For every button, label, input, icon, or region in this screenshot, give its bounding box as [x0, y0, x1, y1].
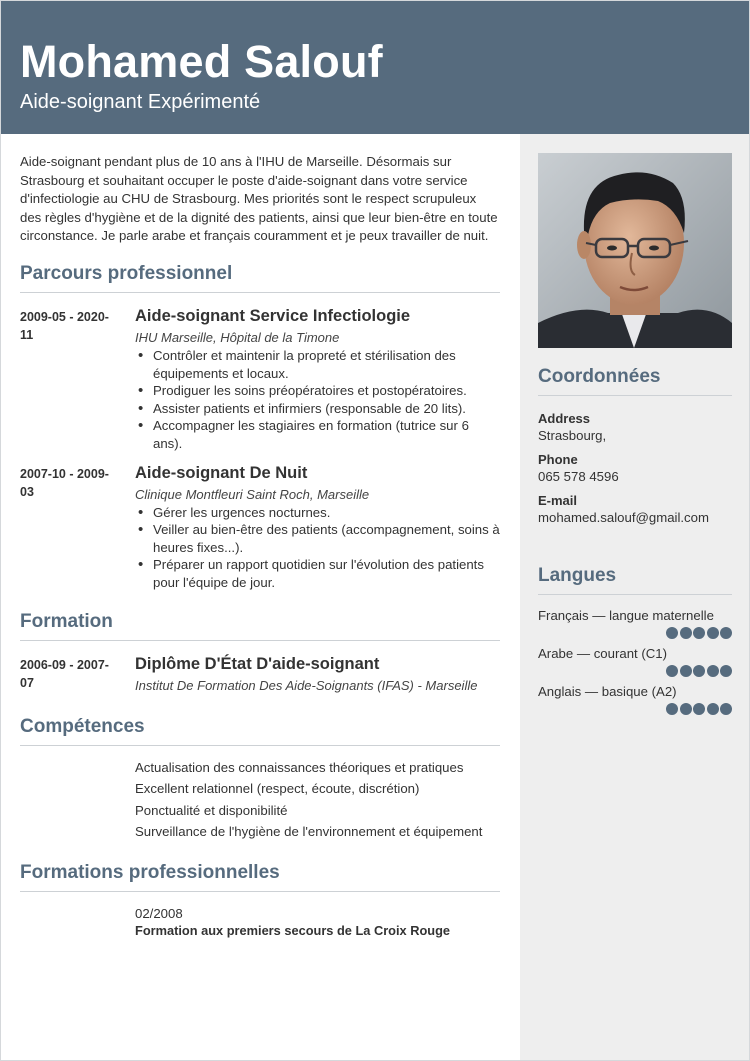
language-label: Français — langue maternelle [538, 608, 714, 623]
entry-organization: Institut De Formation Des Aide-Soignants (IFAS) - Marseille [135, 677, 478, 693]
education-entry [20, 653, 500, 695]
bullet-item: • Assister patients et infirmiers (responsable de 20 lits). [135, 400, 500, 418]
language-item [538, 683, 732, 717]
language-level-dots [538, 665, 732, 679]
bullet-item: • Accompagner les stagiaires en formation (tutrice sur 6 ans). [135, 417, 500, 452]
level-dot [720, 665, 732, 677]
bullet-item: • Contrôler et maintenir la propreté et stérilisation des équipements et locaux. [135, 347, 500, 382]
skills-list [20, 759, 500, 841]
bullet-item: • Veiller au bien-être des patients (accompagnement, soins à heures fixes...). [135, 521, 500, 556]
entry-title: Aide-soignant De Nuit [135, 463, 308, 482]
phone-value: 065 578 4596 [538, 469, 619, 484]
level-dot [707, 665, 719, 677]
bullet-item: • Prodiguer les soins préopératoires et postopératoires. [135, 382, 500, 400]
entry-dates: 2007-10 - 2009-03 [20, 466, 109, 499]
experience-entry [20, 305, 500, 453]
level-dot [680, 703, 692, 715]
level-dot [680, 665, 692, 677]
level-dot [693, 703, 705, 715]
level-dot [666, 703, 678, 715]
experience-section-title: Parcours professionnel [20, 262, 500, 293]
level-dot [693, 627, 705, 639]
main-column [20, 153, 500, 940]
profile-photo [538, 153, 732, 348]
entry-organization: Clinique Montfleuri Saint Roch, Marseille [135, 486, 370, 502]
language-level-dots [538, 627, 732, 641]
skills-section-title: Compétences [20, 715, 500, 746]
skill-item: Ponctualité et disponibilité [135, 802, 288, 818]
level-dot [707, 627, 719, 639]
contact-section [538, 365, 732, 527]
skill-item: Excellent relationnel (respect, écoute, discrétion) [135, 781, 420, 797]
address-label: Address [538, 411, 591, 426]
entry-bullets [135, 347, 500, 453]
level-dot [720, 627, 732, 639]
experience-entry [20, 462, 500, 592]
languages-section [538, 564, 732, 717]
entry-dates: 2009-05 - 2020-11 [20, 309, 109, 342]
profile-summary: Aide-soignant pendant plus de 10 ans à l'IHU de Marseille. Désormais sur Strasbourg et souhaitant occuper le poste d'aide-soignant dans votre service d'infectiologie au CHU de Strasbourg. Mes priorités sont le respect scrupuleux des règles d'hygiène et de la dignité des patients, ainsi que leur bien-être en toute circonstance. Je parle arabe et français couramment et je peux travailler de nuit. [20, 154, 498, 244]
bullet-item: • Préparer un rapport quotidien sur l'évolution des patients pour l'équipe de jour. [135, 556, 500, 591]
training-title: Formation aux premiers secours de La Croix Rouge [135, 923, 451, 939]
contact-section-title: Coordonnées [538, 365, 732, 396]
training-date: 02/2008 [135, 905, 183, 921]
education-section-title: Formation [20, 610, 500, 641]
email-value: mohamed.salouf@gmail.com [538, 510, 709, 525]
bullet-item: • Gérer les urgences nocturnes. [135, 504, 500, 522]
level-dot [666, 665, 678, 677]
address-value: Strasbourg, [538, 428, 607, 443]
header-banner [1, 1, 750, 134]
level-dot [693, 665, 705, 677]
entry-dates: 2006-09 - 2007-07 [20, 657, 109, 690]
level-dot [707, 703, 719, 715]
skill-item: Actualisation des connaissances théoriques et pratiques [135, 759, 464, 775]
language-item [538, 607, 732, 641]
level-dot [666, 627, 678, 639]
phone-label: Phone [538, 452, 578, 467]
trainings-section-title: Formations professionnelles [20, 861, 500, 892]
training-entry [20, 905, 500, 941]
language-label: Arabe — courant (C1) [538, 646, 667, 661]
email-label: E-mail [538, 493, 578, 508]
skill-item: Surveillance de l'hygiène de l'environnement et équipement [135, 824, 483, 840]
entry-title: Diplôme D'État D'aide-soignant [135, 654, 380, 673]
language-level-dots [538, 703, 732, 717]
level-dot [720, 703, 732, 715]
job-title: Aide-soignant Expérimenté [20, 91, 261, 113]
entry-organization: IHU Marseille, Hôpital de la Timone [135, 329, 340, 345]
person-name: Mohamed Salouf [20, 36, 383, 87]
entry-bullets [135, 504, 500, 592]
language-item [538, 645, 732, 679]
entry-title: Aide-soignant Service Infectiologie [135, 306, 411, 325]
level-dot [680, 627, 692, 639]
languages-section-title: Langues [538, 564, 732, 595]
language-label: Anglais — basique (A2) [538, 684, 677, 699]
